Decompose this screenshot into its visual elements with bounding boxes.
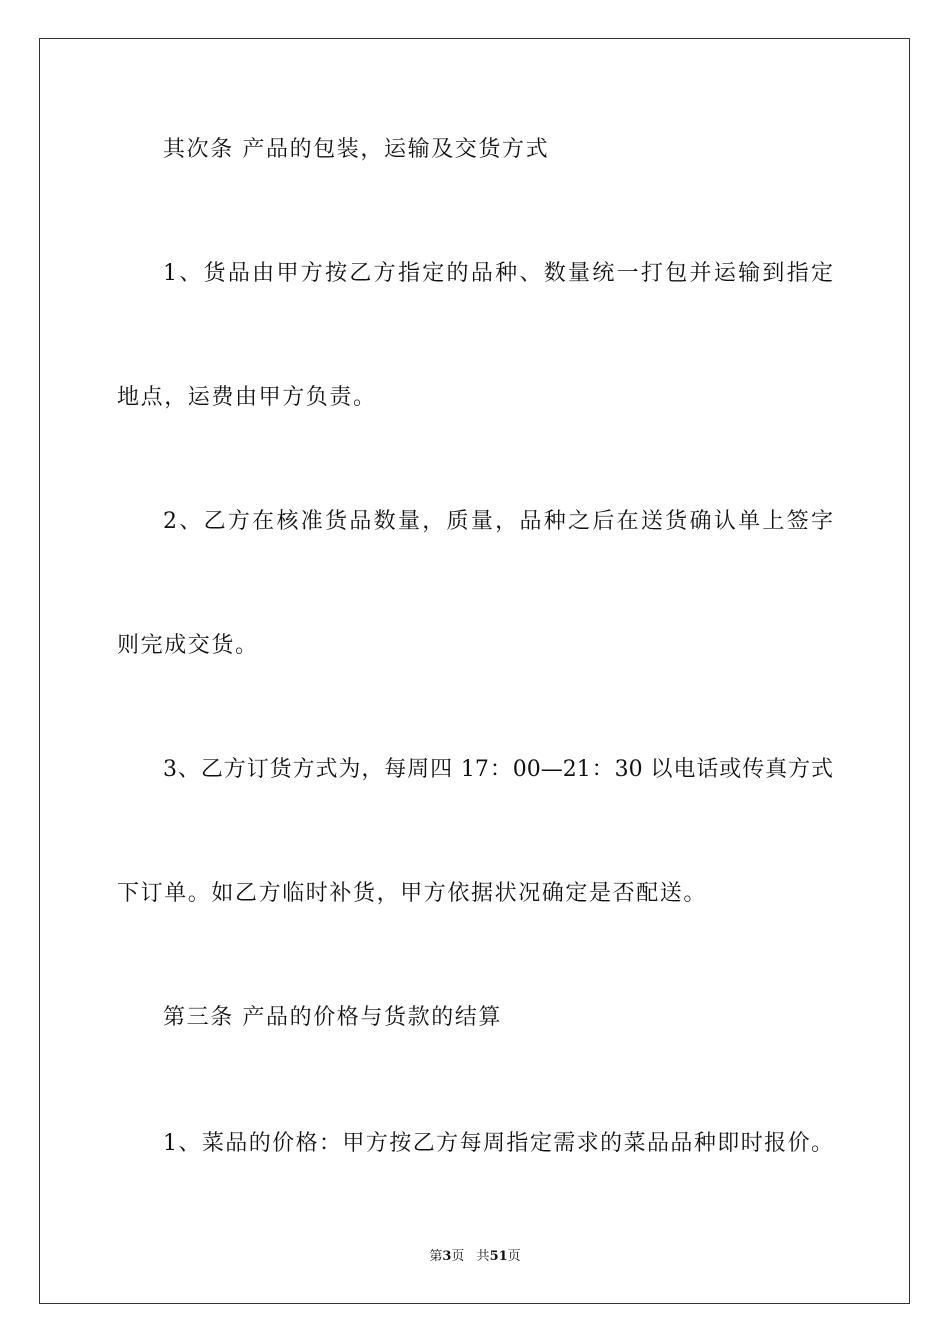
page-footer (0, 1248, 950, 1266)
total-pages: 51 (489, 1249, 508, 1264)
paragraph-line: 下订单。如乙方临时补货，甲方依据状况确定是否配送。 (117, 881, 708, 906)
page-suffix: 页 (451, 1249, 465, 1264)
page-prefix: 第 (429, 1249, 443, 1264)
page-indicator (429, 1249, 464, 1264)
paragraph-line: 3、乙方订货方式为，每周四 17：00—21：30 以电话或传真方式 (163, 757, 833, 782)
page-border (39, 38, 910, 1304)
total-indicator (477, 1249, 521, 1264)
paragraph-heading-3: 第三条 产品的价格与货款的结算 (163, 1005, 502, 1030)
total-prefix: 共 (476, 1249, 490, 1264)
paragraph-line: 地点，运费由甲方负责。 (117, 385, 377, 410)
paragraph-line: 1、货品由甲方按乙方指定的品种、数量统一打包并运输到指定 (163, 261, 833, 286)
paragraph-line: 2、乙方在核准货品数量，质量，品种之后在送货确认单上签字 (163, 509, 833, 534)
paragraph-line: 1、菜品的价格：甲方按乙方每周指定需求的菜品品种即时报价。 (163, 1131, 833, 1156)
paragraph-line: 则完成交货。 (117, 633, 259, 658)
page-number: 3 (442, 1249, 452, 1264)
total-suffix: 页 (507, 1249, 521, 1264)
paragraph-heading-2: 其次条 产品的包装，运输及交货方式 (163, 137, 550, 162)
